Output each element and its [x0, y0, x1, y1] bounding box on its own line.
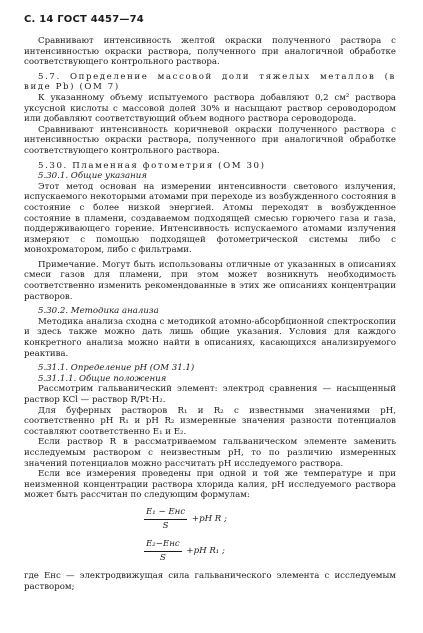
footnote-definition: где Eнс — электродвижущая сила гальванического элемента с исследуемым раствором;: [24, 571, 396, 592]
note-paragraph: Примечание. Могут быть использованы отличные от указанных в описаниях смеси газов для пламени, при этом может возникнуть необходимость соответственно изменить рекомендованные в этих же описаниях концентрации растворов.: [24, 259, 396, 302]
paragraph: К указанному объему испытуемого раствора добавляют 0,2 см² раствора уксусной кислоты с массовой долей 30% и насыщают раствор сероводородом или добавляют соответствующий объем водного раствора сероводорода.: [24, 92, 396, 125]
paragraph: Если раствор R в рассматриваемом гальваническом элементе заменить исследуемым раствором с неизвестным рН, то по различию измеренных значений потенциалов можно рассчитать рН исследуемого раствора.: [24, 437, 396, 469]
subsection-heading: 5.30.2. Методика анализа: [38, 306, 159, 317]
paragraph: Если все измерения проведены при одной и той же температуре и при неизменной концентрации раствора хлорида калия, рН исследуемого раствора может быть рассчитан по следующим формулам:: [24, 469, 396, 501]
subsection-heading: 5.31.1. Определение рН (ОМ 31.1): [38, 363, 195, 374]
fraction: [144, 539, 182, 563]
formula-term: +pH R ;: [191, 513, 227, 524]
fraction-numerator: E₂−Eнс: [144, 539, 182, 552]
paragraph: Для буферных растворов R₁ и R₂ с известными значениями рН, соответственно рН R₁ и рН R₂ измеренные значения разности потенциалов составляют соответственно E₁ и E₂.: [24, 405, 396, 437]
subsection-heading: 5.30.1. Общие указания: [38, 171, 147, 182]
document-body: [24, 36, 396, 593]
formula-1: [144, 507, 396, 531]
formula-2: [144, 539, 396, 563]
fraction-denominator: S: [159, 552, 166, 563]
section-heading: 5.7. Определение массовой доли тяжелых металлов (в виде Pb) (ОМ 7): [24, 71, 396, 93]
fraction-denominator: S: [162, 520, 169, 531]
formula-block: [144, 507, 396, 563]
section-heading: 5.30. Пламенная фотометрия (ОМ 30): [38, 160, 266, 171]
page-header: С. 14 ГОСТ 4457—74: [24, 14, 144, 25]
formula-term: +pH R₁ ;: [186, 545, 225, 556]
subsection-heading: 5.31.1.1. Общие положения: [38, 373, 167, 384]
fraction: [144, 507, 187, 531]
paragraph: Сравнивают интенсивность желтой окраски полученного раствора с интенсивностью окраски раствора, полученного при аналогичной обработке соответствующего контрольного раствора.: [24, 36, 396, 68]
fraction-numerator: E₁ − Eнс: [144, 507, 187, 520]
paragraph: Сравнивают интенсивность коричневой окраски полученного раствора с интенсивностью окраски раствора, полученного при аналогичной обработке соответствующего контрольного раствора.: [24, 124, 396, 156]
paragraph: Этот метод основан на измерении интенсивности светового излучения, испускаемого некоторыми атомами при переходе из возбужденного состояния в состояние с более низкой энергией. Атомы переходят в возбужденное состояние в пламени, создаваемом подходящей смесью горючего газа и газа, поддерживающего горение. Интенсивность испускаемого атомами излучения измеряют с помощью подходящей фотометрической системы либо с монохроматором, либо с фильтрами.: [24, 181, 396, 256]
paragraph: Рассмотрим гальванический элемент: электрод сравнения — насыщенный раствор KCl — раствор R/Pt·H₂.: [24, 384, 396, 405]
paragraph: Методика анализа сходна с методикой атомно-абсорбционной спектроскопии и здесь также можно дать лишь общие указания. Условия для каждого конкретного анализа можно найти в описаниях, касающихся анализируемого реактива.: [24, 316, 396, 359]
